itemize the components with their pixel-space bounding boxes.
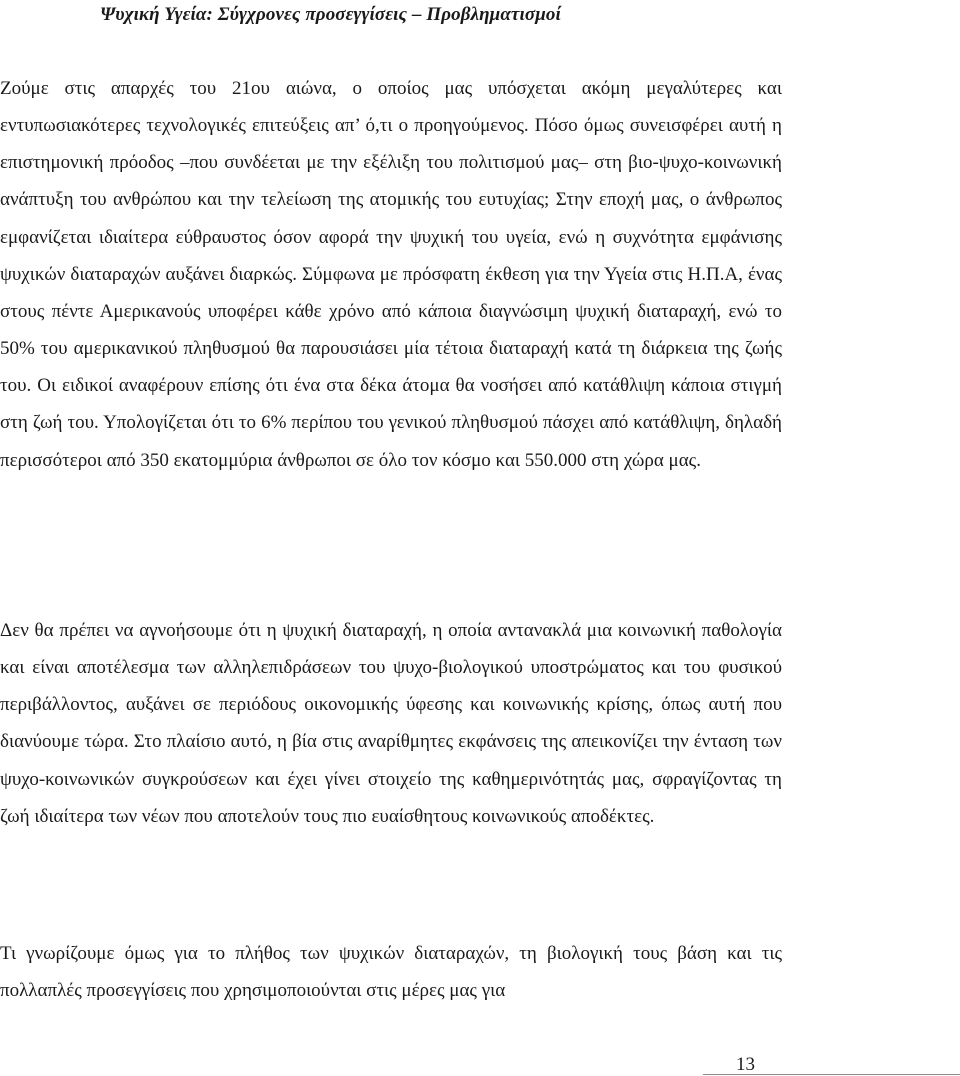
paragraph-2: Δεν θα πρέπει να αγνοήσουμε ότι η ψυχική διαταραχή, η οποία αντανακλά μια κοινωνική παθολογία και είναι αποτέλεσμα των αλληλεπιδράσεων του ψυχο-βιολογικού υποστρώματος και του φυσικού περιβάλλοντος, αυξάνει σε περιόδους οικονομικής ύφεσης και κοινωνικής κρίσης, όπως αυτή που διανύουμε τώρα. Στο πλαίσιο αυτό, η βία στις αναρίθμητες εκφάνσεις της απεικονίζει την ένταση των ψυχο-κοινωνικών συγκρούσεων και έχει γίνει στοιχείο της καθημερινότητάς μας, σφραγίζοντας τη ζωή ιδιαίτερα των νέων που αποτελούν τους πιο ευαίσθητους κοινωνικούς αποδέκτες. xyxy=(0,620,782,827)
paragraph-3: Τι γνωρίζουμε όμως για το πλήθος των ψυχικών διαταραχών, τη βιολογική τους βάση και τις πολλαπλές προσεγγίσεις που χρησιμοποιούνται στις μέρες μας για xyxy=(0,943,782,1002)
paragraph-1: Ζούμε στις απαρχές του 21ου αιώνα, ο οποίος μας υπόσχεται ακόμη μεγαλύτερες και εντυπωσιακότερες τεχνολογικές επιτεύξεις απ’ ό,τι ο προηγούμενος. Πόσο όμως συνεισφέρει αυτή η επιστημονική πρόοδος –που συνδέεται με την εξέλιξη του πολιτισμού μας– στη βιο-ψυχο-κοινωνική ανάπτυξη του ανθρώπου και την τελείωση της ατομικής του ευτυχίας; Στην εποχή μας, ο άνθρωπος εμφανίζεται ιδιαίτερα εύθραυστος όσον αφορά την ψυχική του υγεία, ενώ η συχνότητα εμφάνισης ψυχικών διαταραχών αυξάνει διαρκώς. Σύμφωνα με πρόσφατη έκθεση για την Υγεία στις Η.Π.Α, ένας στους πέντε Αμερικανούς υποφέρει κάθε χρόνο από κάποια διαγνώσιμη ψυχική διαταραχή, ενώ το 50% του αμερικανικού πληθυσμού θα παρουσιάσει μία τέτοια διαταραχή κατά τη διάρκεια της ζωής του. Οι ειδικοί αναφέρουν επίσης ότι ένα στα δέκα άτομα θα νοσήσει από κατάθλιψη κάποια στιγμή στη ζωή του. Υπολογίζεται ότι το 6% περίπου του γενικού πληθυσμού πάσχει από κατάθλιψη, δηλαδή περισσότεροι από 350 εκατομμύρια άνθρωποι σε όλο τον κόσμο και 550.000 στη χώρα μας. xyxy=(0,78,782,471)
page-number: 13 xyxy=(736,1054,755,1075)
document-title: Ψυχική Υγεία: Σύγχρονες προσεγγίσεις – Προβληματισμοί xyxy=(100,4,561,25)
